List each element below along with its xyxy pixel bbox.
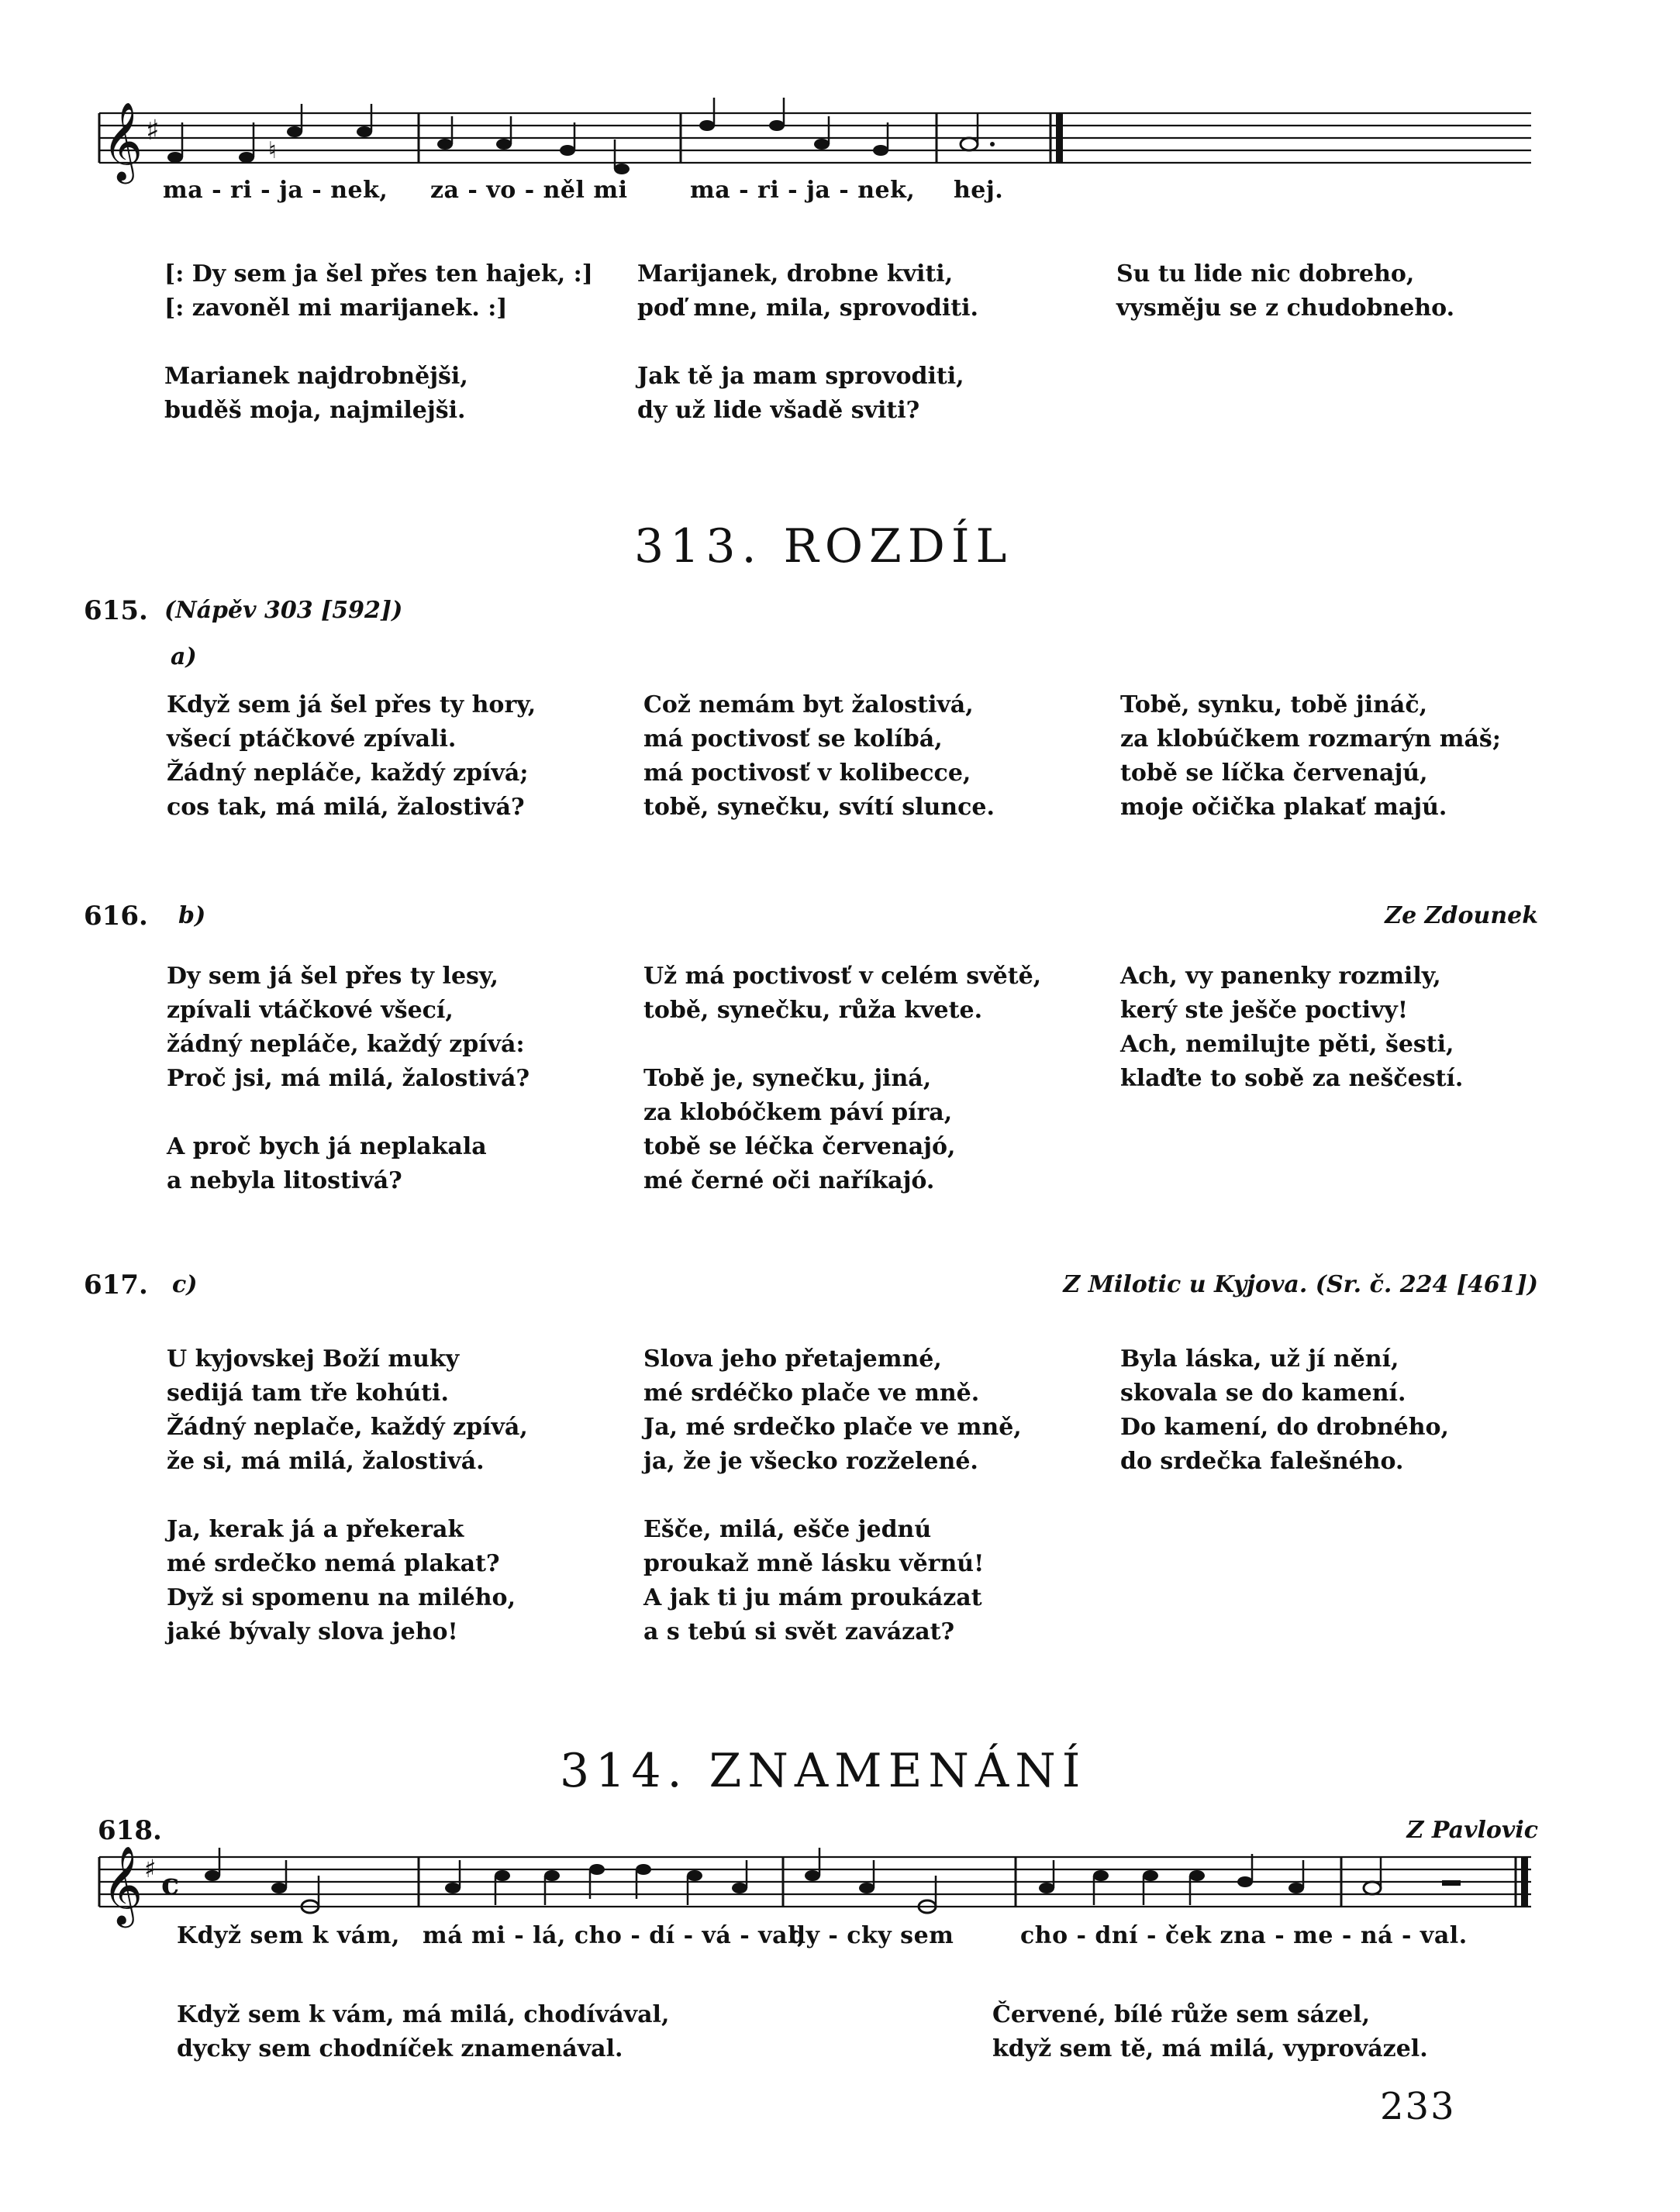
song-617-source: Z Milotic u Kyjova. (Sr. č. 224 [461]): [1063, 1271, 1538, 1298]
svg-text:♯: ♯: [144, 1854, 157, 1883]
top-stanza-col1: [: Dy sem ja šel přes ten hajek, :] [: zavoněl mi marijanek. :] Marianek najdrobnějši, buděš moja, najmilejši.: [164, 260, 593, 424]
music-staff-top: [0, 78, 1680, 264]
top-lyric-2: za - vo - něl mi: [430, 177, 628, 204]
song-618-lyric-2: má mi - lá, cho - dí - vá - val,: [423, 1922, 806, 1949]
song-618-number: 618.: [98, 1815, 162, 1846]
song-615-col3: Tobě, synku, tobě jináč, za klobúčkem rozmarýn máš; tobě se líčka červenajú, moje očička plakať majú.: [1120, 691, 1501, 821]
top-lyric-4: hej.: [954, 177, 1004, 204]
song-618-col1: Když sem k vám, má milá, chodívával, dycky sem chodníček znamenával.: [177, 2001, 670, 2062]
song-615-melody-ref: (Nápěv 303 [592]): [164, 597, 403, 624]
song-616-variant: b): [178, 902, 206, 929]
page-number: 233: [1380, 2085, 1456, 2128]
song-617-number: 617.: [84, 1270, 148, 1301]
section-314-title: 314. ZNAMENÁNÍ: [560, 1744, 1087, 1798]
song-618-lyric-3: dy - cky sem: [789, 1922, 954, 1949]
song-617-variant: c): [172, 1271, 198, 1298]
song-615-col1: Když sem já šel přes ty hory, všecí ptáčkové zpívali. Žádný nepláče, každý zpívá; cos tak, má milá, žalostivá?: [167, 691, 536, 821]
svg-text:♯: ♯: [146, 115, 160, 146]
top-stanza-col2: Marijanek, drobne kviti, poď mne, mila, sprovoditi. Jak tě ja mam sprovoditi, dy už lide všadě sviti?: [637, 260, 978, 424]
song-615-variant: a): [171, 643, 197, 670]
top-lyric-1: ma - ri - ja - nek,: [163, 177, 388, 204]
song-617-col1: U kyjovskej Boží muky sedijá tam tře kohúti. Žádný neplače, každý zpívá, že si, má milá, žalostivá. Ja, kerak já a překerak mé srdečko nemá plakat? Dyž si spomenu na milého, jaké bývaly slova jeho!: [167, 1345, 528, 1645]
song-615-number: 615.: [84, 595, 148, 626]
song-616-col3: Ach, vy panenky rozmily, kerý ste ješče poctivy! Ach, nemilujte pěti, šesti, klaďte to sobě za neščestí.: [1120, 963, 1464, 1092]
song-615-col2: Což nemám byt žalostivá, má poctivosť se kolíbá, má poctivosť v kolibecce, tobě, synečku, svítí slunce.: [643, 691, 995, 821]
song-616-col1: Dy sem já šel přes ty lesy, zpívali vtáčkové všecí, žádný nepláče, každý zpívá: Proč jsi, má milá, žalostivá? A proč bych já neplakala a nebyla litostivá?: [167, 963, 530, 1194]
svg-text:♮: ♮: [268, 137, 277, 164]
song-617-col3: Byla láska, už jí nění, skovala se do kamení. Do kamení, do drobného, do srdečka falešného.: [1120, 1345, 1449, 1475]
svg-text:𝄞: 𝄞: [102, 1845, 143, 1924]
svg-text:𝄞: 𝄞: [102, 101, 143, 181]
music-staff-618: [0, 1829, 1680, 1938]
song-618-lyric-4: cho - dní - ček zna - me - ná - val.: [1020, 1922, 1468, 1949]
top-stanza-col3: Su tu lide nic dobreho, vysměju se z chudobneho.: [1116, 260, 1455, 322]
song-618-source: Z Pavlovic: [1406, 1817, 1538, 1844]
song-617-col2: Slova jeho přetajemné, mé srdéčko plače ve mně. Ja, mé srdečko plače ve mně, ja, že je všecko rozželené. Ešče, milá, ešče jednú proukaž mně lásku věrnú! A jak ti ju mám proukázat a s tebú si svět zavázat?: [643, 1345, 1022, 1645]
section-313-title: 313. ROZDÍL: [634, 519, 1013, 574]
song-618-lyric-1: Když sem k vám,: [177, 1922, 400, 1949]
song-616-number: 616.: [84, 901, 148, 932]
song-616-source: Ze Zdounek: [1385, 902, 1538, 929]
song-616-col2: Už má poctivosť v celém světě, tobě, synečku, růža kvete. Tobě je, synečku, jiná, za klobóčkem páví pírа, tobě se léčka červenajó, mé černé oči naříkajó.: [643, 963, 1042, 1194]
top-lyric-3: ma - ri - ja - nek,: [690, 177, 916, 204]
song-618-col2: Červené, bílé růže sem sázel, když sem tě, má milá, vyprovázel.: [992, 2001, 1428, 2062]
svg-text:c: c: [161, 1866, 180, 1901]
